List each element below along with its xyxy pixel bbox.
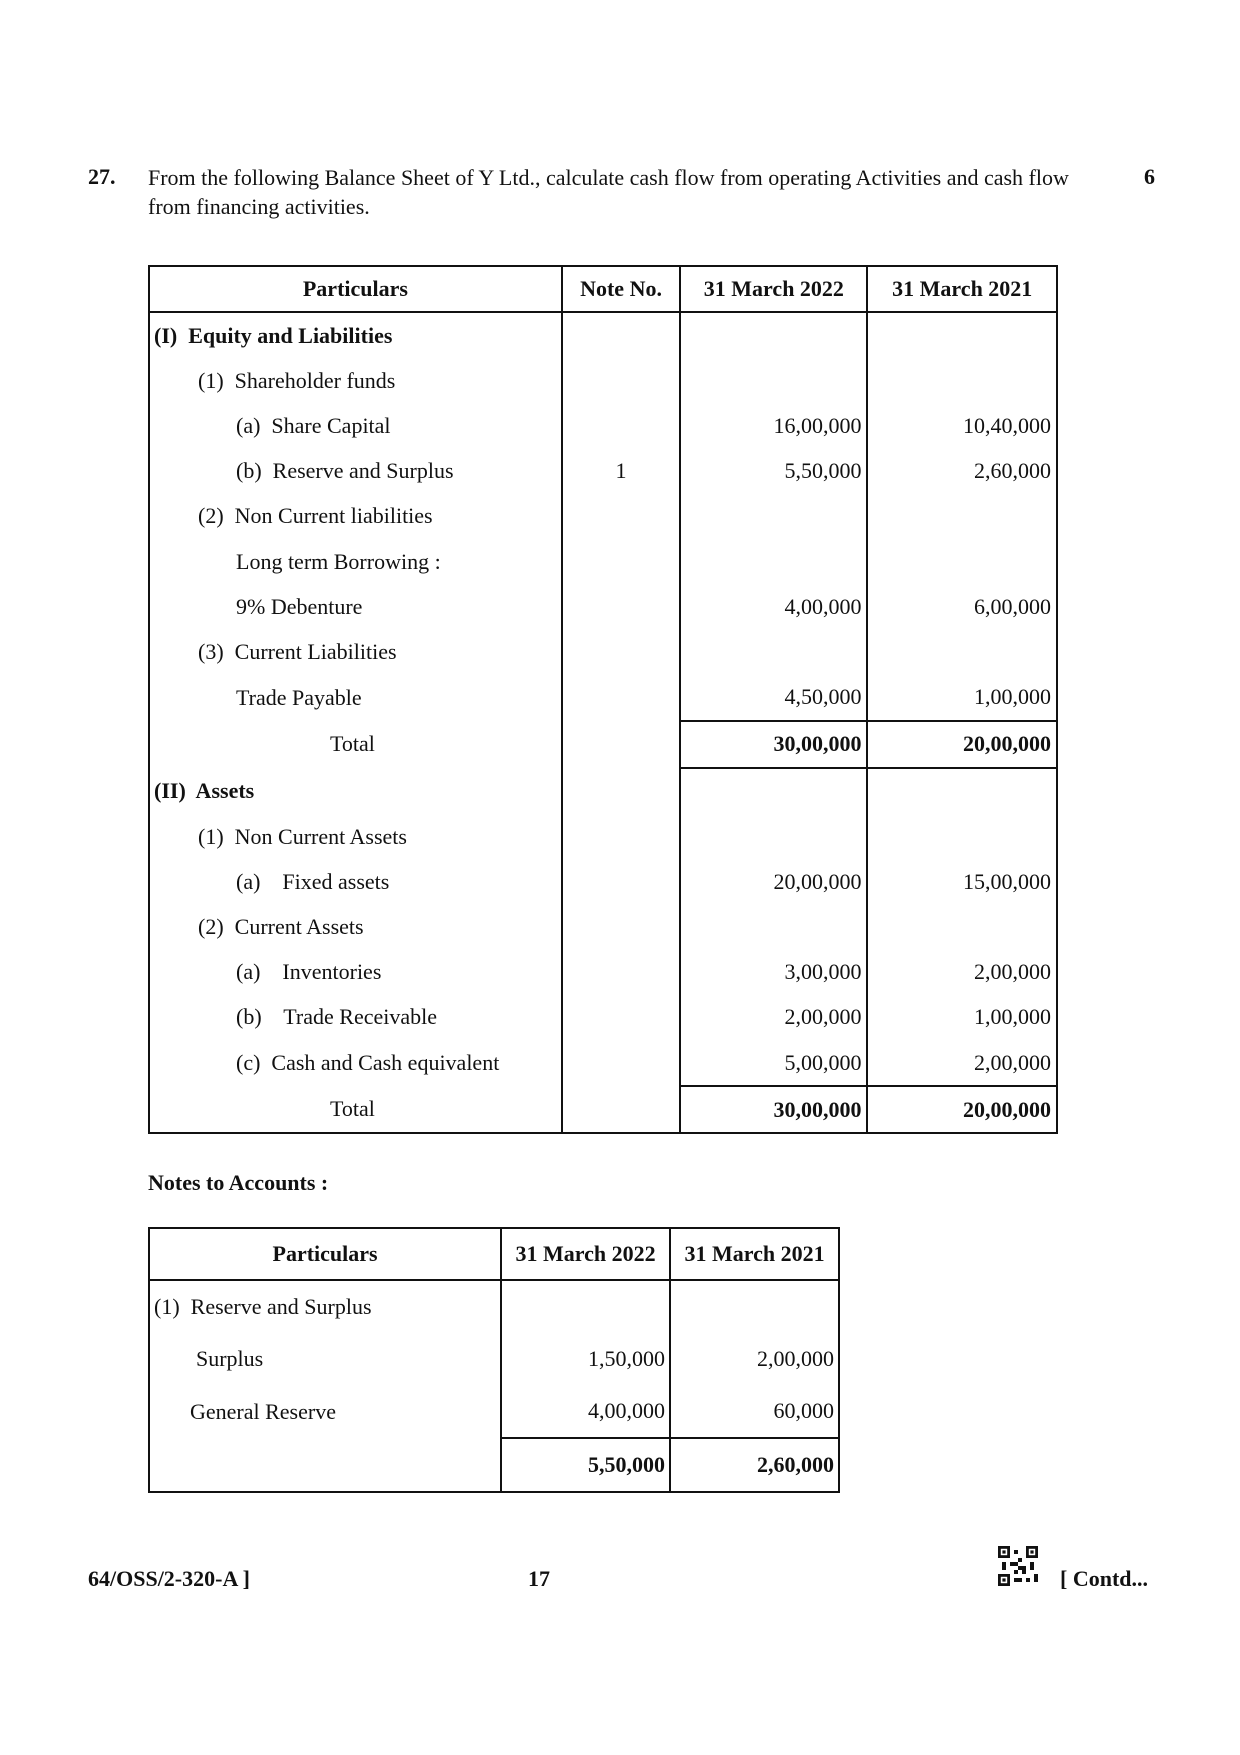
row-label: (a) Share Capital <box>149 403 562 448</box>
row-label: (c) Cash and Cash equivalent <box>149 1040 562 1086</box>
row-value-2022 <box>680 358 867 403</box>
notes-row-value-2021: 60,000 <box>670 1385 839 1438</box>
notes-header-particulars: Particulars <box>149 1228 501 1280</box>
notes-row-value-2022 <box>501 1280 670 1333</box>
table-row <box>149 768 1057 814</box>
table-row <box>149 1280 839 1333</box>
row-note <box>562 1040 680 1086</box>
notes-row-label: (1) Reserve and Surplus <box>149 1280 501 1333</box>
notes-row-value-2022: 4,00,000 <box>501 1385 670 1438</box>
row-value-2022: 20,00,000 <box>680 859 867 904</box>
balance-sheet-header <box>149 266 1057 312</box>
row-value-2021: 2,00,000 <box>867 950 1057 995</box>
table-row <box>149 539 1057 584</box>
row-value-2022: 4,50,000 <box>680 675 867 721</box>
row-value-2021: 6,00,000 <box>867 584 1057 629</box>
table-row <box>149 494 1057 539</box>
row-value-2021: 15,00,000 <box>867 859 1057 904</box>
row-value-2021 <box>867 358 1057 403</box>
row-label: (b) Trade Receivable <box>149 995 562 1040</box>
row-label: (a) Inventories <box>149 950 562 995</box>
row-value-2022: 2,00,000 <box>680 995 867 1040</box>
table-row <box>149 721 1057 768</box>
notes-row-label <box>149 1438 501 1492</box>
notes-row-value-2022: 5,50,000 <box>501 1438 670 1492</box>
row-label: Trade Payable <box>149 675 562 721</box>
row-note <box>562 721 680 768</box>
row-value-2021: 2,60,000 <box>867 449 1057 494</box>
row-note <box>562 995 680 1040</box>
row-value-2022 <box>680 629 867 674</box>
row-note <box>562 403 680 448</box>
row-value-2021 <box>867 904 1057 949</box>
row-note <box>562 629 680 674</box>
row-value-2022: 4,00,000 <box>680 584 867 629</box>
row-value-2022: 16,00,000 <box>680 403 867 448</box>
table-row <box>149 312 1057 358</box>
row-value-2022 <box>680 539 867 584</box>
row-value-2021: 2,00,000 <box>867 1040 1057 1086</box>
row-label: (II) Assets <box>149 768 562 814</box>
row-value-2022: 30,00,000 <box>680 1086 867 1133</box>
table-row <box>149 358 1057 403</box>
question-marks: 6 <box>1144 164 1155 189</box>
table-row <box>149 859 1057 904</box>
notes-header-2022: 31 March 2022 <box>501 1228 670 1280</box>
row-value-2021: 20,00,000 <box>867 721 1057 768</box>
notes-row-label: Surplus <box>149 1333 501 1385</box>
row-label: (I) Equity and Liabilities <box>149 312 562 358</box>
row-note <box>562 859 680 904</box>
row-label: Long term Borrowing : <box>149 539 562 584</box>
table-row <box>149 814 1057 859</box>
header-2022: 31 March 2022 <box>680 266 867 312</box>
paper-code: 64/OSS/2-320-A ] <box>88 1566 250 1591</box>
row-label: (2) Current Assets <box>149 904 562 949</box>
qr-code-icon <box>998 1546 1038 1586</box>
row-label: (2) Non Current liabilities <box>149 494 562 539</box>
row-value-2022 <box>680 904 867 949</box>
row-value-2022: 5,00,000 <box>680 1040 867 1086</box>
table-row <box>149 675 1057 721</box>
table-row <box>149 1333 839 1385</box>
notes-row-label: General Reserve <box>149 1385 501 1438</box>
row-note <box>562 539 680 584</box>
table-row <box>149 995 1057 1040</box>
row-label: (3) Current Liabilities <box>149 629 562 674</box>
row-value-2021 <box>867 494 1057 539</box>
row-value-2021: 10,40,000 <box>867 403 1057 448</box>
row-value-2021 <box>867 814 1057 859</box>
table-row <box>149 950 1057 995</box>
table-row <box>149 904 1057 949</box>
row-label: (1) Non Current Assets <box>149 814 562 859</box>
row-value-2021 <box>867 629 1057 674</box>
row-value-2022 <box>680 494 867 539</box>
header-particulars: Particulars <box>149 266 562 312</box>
page-number: 17 <box>528 1566 550 1591</box>
notes-row-value-2021 <box>670 1280 839 1333</box>
row-label: (a) Fixed assets <box>149 859 562 904</box>
row-value-2022: 5,50,000 <box>680 449 867 494</box>
row-note <box>562 584 680 629</box>
row-label: (1) Shareholder funds <box>149 358 562 403</box>
row-note: 1 <box>562 449 680 494</box>
table-row <box>149 629 1057 674</box>
row-note <box>562 312 680 358</box>
question-text: From the following Balance Sheet of Y Ltd., calculate cash flow from operating Activities and cash flow from financing activities. <box>148 165 1069 219</box>
question-number: 27. <box>88 164 116 189</box>
table-row <box>149 1086 1057 1133</box>
row-note <box>562 1086 680 1133</box>
continued-label: [ Contd... <box>1060 1566 1149 1591</box>
table-row <box>149 1385 839 1438</box>
row-value-2022 <box>680 312 867 358</box>
table-row <box>149 584 1057 629</box>
table-row <box>149 449 1057 494</box>
table-row <box>149 403 1057 448</box>
notes-header <box>149 1228 839 1280</box>
row-value-2022: 3,00,000 <box>680 950 867 995</box>
notes-header-2021: 31 March 2021 <box>670 1228 839 1280</box>
row-note <box>562 768 680 814</box>
row-value-2022 <box>680 814 867 859</box>
row-value-2022 <box>680 768 867 814</box>
notes-title: Notes to Accounts : <box>148 1170 329 1195</box>
row-note <box>562 358 680 403</box>
row-value-2021: 1,00,000 <box>867 995 1057 1040</box>
row-note <box>562 494 680 539</box>
row-value-2021: 20,00,000 <box>867 1086 1057 1133</box>
row-value-2021 <box>867 768 1057 814</box>
row-label: Total <box>149 721 562 768</box>
notes-table <box>148 1227 840 1493</box>
row-label: Total <box>149 1086 562 1133</box>
header-2021: 31 March 2021 <box>867 266 1057 312</box>
row-note <box>562 904 680 949</box>
row-value-2021 <box>867 312 1057 358</box>
row-note <box>562 675 680 721</box>
table-row <box>149 1040 1057 1086</box>
table-row <box>149 1438 839 1492</box>
notes-row-value-2022: 1,50,000 <box>501 1333 670 1385</box>
row-label: (b) Reserve and Surplus <box>149 449 562 494</box>
row-value-2022: 30,00,000 <box>680 721 867 768</box>
notes-row-value-2021: 2,60,000 <box>670 1438 839 1492</box>
balance-sheet-table <box>148 265 1058 1134</box>
row-value-2021 <box>867 539 1057 584</box>
header-note-no: Note No. <box>562 266 680 312</box>
notes-row-value-2021: 2,00,000 <box>670 1333 839 1385</box>
row-value-2021: 1,00,000 <box>867 675 1057 721</box>
row-note <box>562 814 680 859</box>
row-label: 9% Debenture <box>149 584 562 629</box>
row-note <box>562 950 680 995</box>
